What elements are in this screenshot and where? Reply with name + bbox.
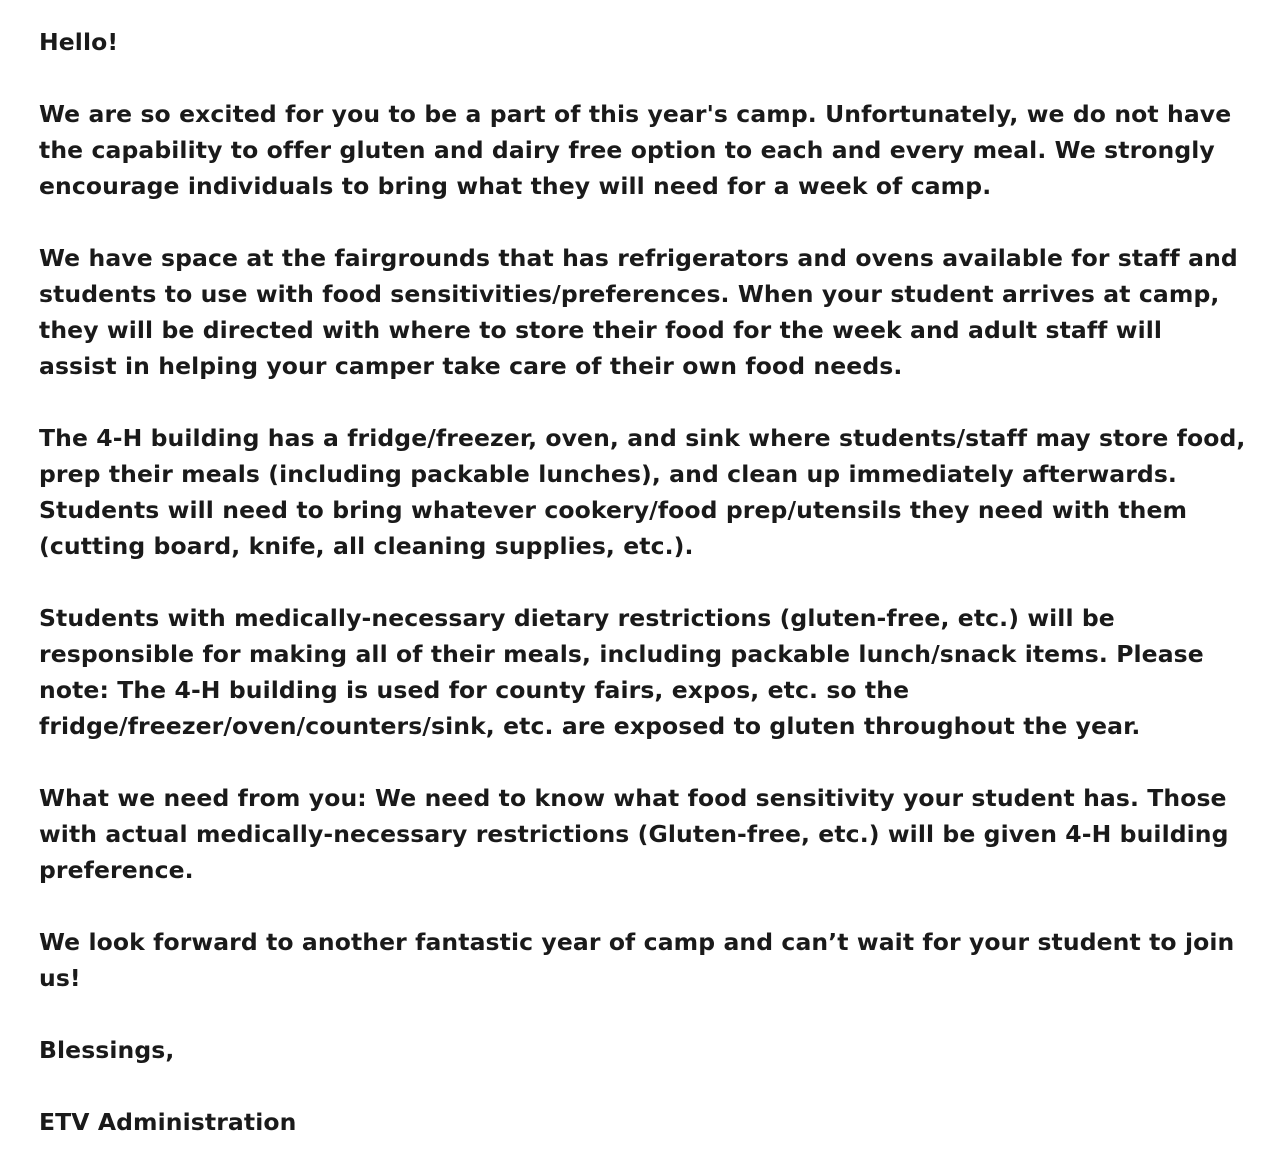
signature: ETV Administration bbox=[39, 1108, 297, 1136]
paragraph-fairgrounds: We have space at the fairgrounds that has refrigerators and ovens available for staff and students to use with food sensitivities/preferences. When your student arrives at camp, they will be directed with where to store their food for the week and adult staff will assist in helping your camper take care of their own food needs. bbox=[39, 244, 1238, 380]
paragraph-look-forward: We look forward to another fantastic year of camp and can’t wait for your student to join us! bbox=[39, 928, 1235, 992]
greeting: Hello! bbox=[39, 28, 119, 56]
paragraph-what-we-need: What we need from you: We need to know what food sensitivity your student has. Those with actual medically-necessary restrictions (Gluten-free, etc.) will be given 4-H building preference. bbox=[39, 784, 1229, 884]
closing: Blessings, bbox=[39, 1036, 175, 1064]
paragraph-4h-building: The 4-H building has a fridge/freezer, oven, and sink where students/staff may store food, prep their meals (including packable lunches), and clean up immediately afterwards. Students will need to bring whatever cookery/food prep/utensils they need with them (cutting board, knife, all cleaning supplies, etc.). bbox=[39, 424, 1246, 560]
paragraph-intro: We are so excited for you to be a part of this year's camp. Unfortunately, we do not have the capability to offer gluten and dairy free option to each and every meal. We strongly encourage individuals to bring what they will need for a week of camp. bbox=[39, 100, 1232, 200]
paragraph-dietary-restrictions: Students with medically-necessary dietary restrictions (gluten-free, etc.) will be responsible for making all of their meals, including packable lunch/snack items. Please note: The 4-H building is used for county fairs, expos, etc. so the fridge/freezer/oven/counters/sink, etc. are exposed to gluten throughout the year. bbox=[39, 604, 1204, 740]
